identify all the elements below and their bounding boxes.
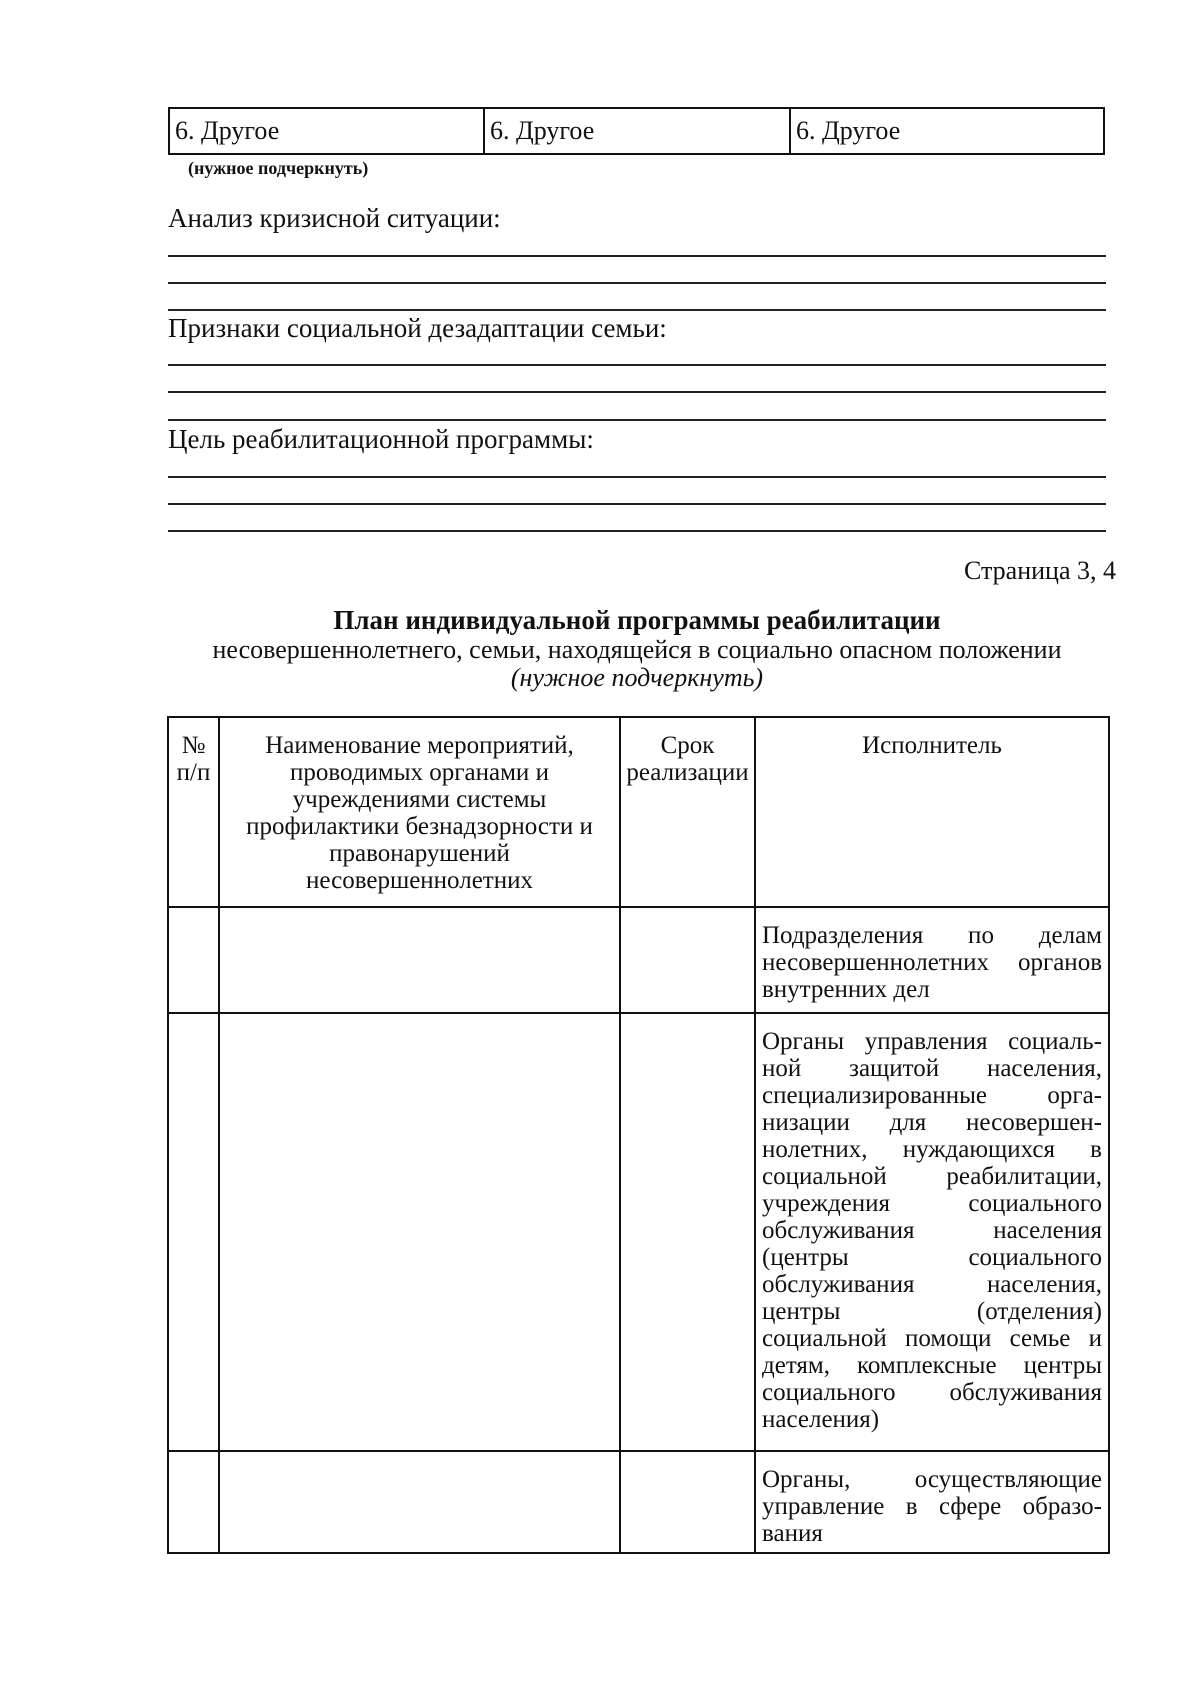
plan-subtitle: несовершеннолетнего, семьи, находящейся в социально опасном положении xyxy=(212,635,1062,664)
table-row xyxy=(168,1013,1109,1451)
maladaptation-line-2[interactable] xyxy=(168,391,1106,393)
plan-note: (нужное подчеркнуть) xyxy=(510,663,764,692)
table-row xyxy=(168,1451,1109,1553)
crisis-analysis-line-2[interactable] xyxy=(168,282,1106,284)
rehabilitation-plan-table xyxy=(167,716,1110,1554)
program-goal-line-2[interactable] xyxy=(168,503,1106,505)
program-goal-label: Цель реабилитационной программы: xyxy=(168,424,594,454)
top-cell-1: 6. Другое xyxy=(170,109,485,153)
program-goal-line-3[interactable] xyxy=(168,530,1106,532)
row-term-cell[interactable] xyxy=(620,1013,755,1451)
row-num-cell[interactable] xyxy=(168,1451,219,1553)
row-num-cell[interactable] xyxy=(168,1013,219,1451)
crisis-analysis-line-1[interactable] xyxy=(168,255,1106,257)
table-header-row xyxy=(168,717,1109,907)
header-name: Наименование мероприятий, проводимых органами и учреждениями системы профилактики безнадзорности и правонарушений несовершеннолетних xyxy=(219,717,620,907)
underline-note: (нужное подчеркнуть) xyxy=(188,158,369,178)
table-row xyxy=(168,907,1109,1013)
row-name-cell[interactable] xyxy=(219,1013,620,1451)
row-executor-cell: Органы, осуществляющие управление в сфере образования xyxy=(755,1451,1109,1553)
top-cell-2: 6. Другое xyxy=(485,109,791,153)
row-name-cell[interactable] xyxy=(219,907,620,1013)
row-term-cell[interactable] xyxy=(620,907,755,1013)
row-num-cell[interactable] xyxy=(168,907,219,1013)
row-name-cell[interactable] xyxy=(219,1451,620,1553)
row-term-cell[interactable] xyxy=(620,1451,755,1553)
plan-title: План индивидуальной программы реабилитации xyxy=(333,605,941,635)
maladaptation-line-1[interactable] xyxy=(168,364,1106,366)
row-executor-cell: Органы управления социальной защитой населения, специализированные организации для несовершеннолетних, нуждающихся в социальной реабилитации, учреждения социального обслуживания населения (центры социального обслуживания населения, центры (отделения) социальной помощи семье и детям, комплексные центры социального обслуживания населения) xyxy=(755,1013,1109,1451)
header-num: № п/п xyxy=(168,717,219,907)
program-goal-line-1[interactable] xyxy=(168,476,1106,478)
crisis-analysis-line-3[interactable] xyxy=(168,309,1106,311)
maladaptation-line-3[interactable] xyxy=(168,419,1106,421)
top-table xyxy=(168,107,1105,155)
page-number: Страница 3, 4 xyxy=(963,556,1116,585)
maladaptation-label: Признаки социальной дезадаптации семьи: xyxy=(168,313,667,343)
crisis-analysis-label: Анализ кризисной ситуации: xyxy=(168,203,501,233)
header-executor: Исполнитель xyxy=(755,717,1109,907)
header-term: Срок реализации xyxy=(620,717,755,907)
top-cell-3: 6. Другое xyxy=(796,116,901,145)
row-executor-cell: Подразделения по делам несовершеннолетних органов внутренних дел xyxy=(755,907,1109,1013)
